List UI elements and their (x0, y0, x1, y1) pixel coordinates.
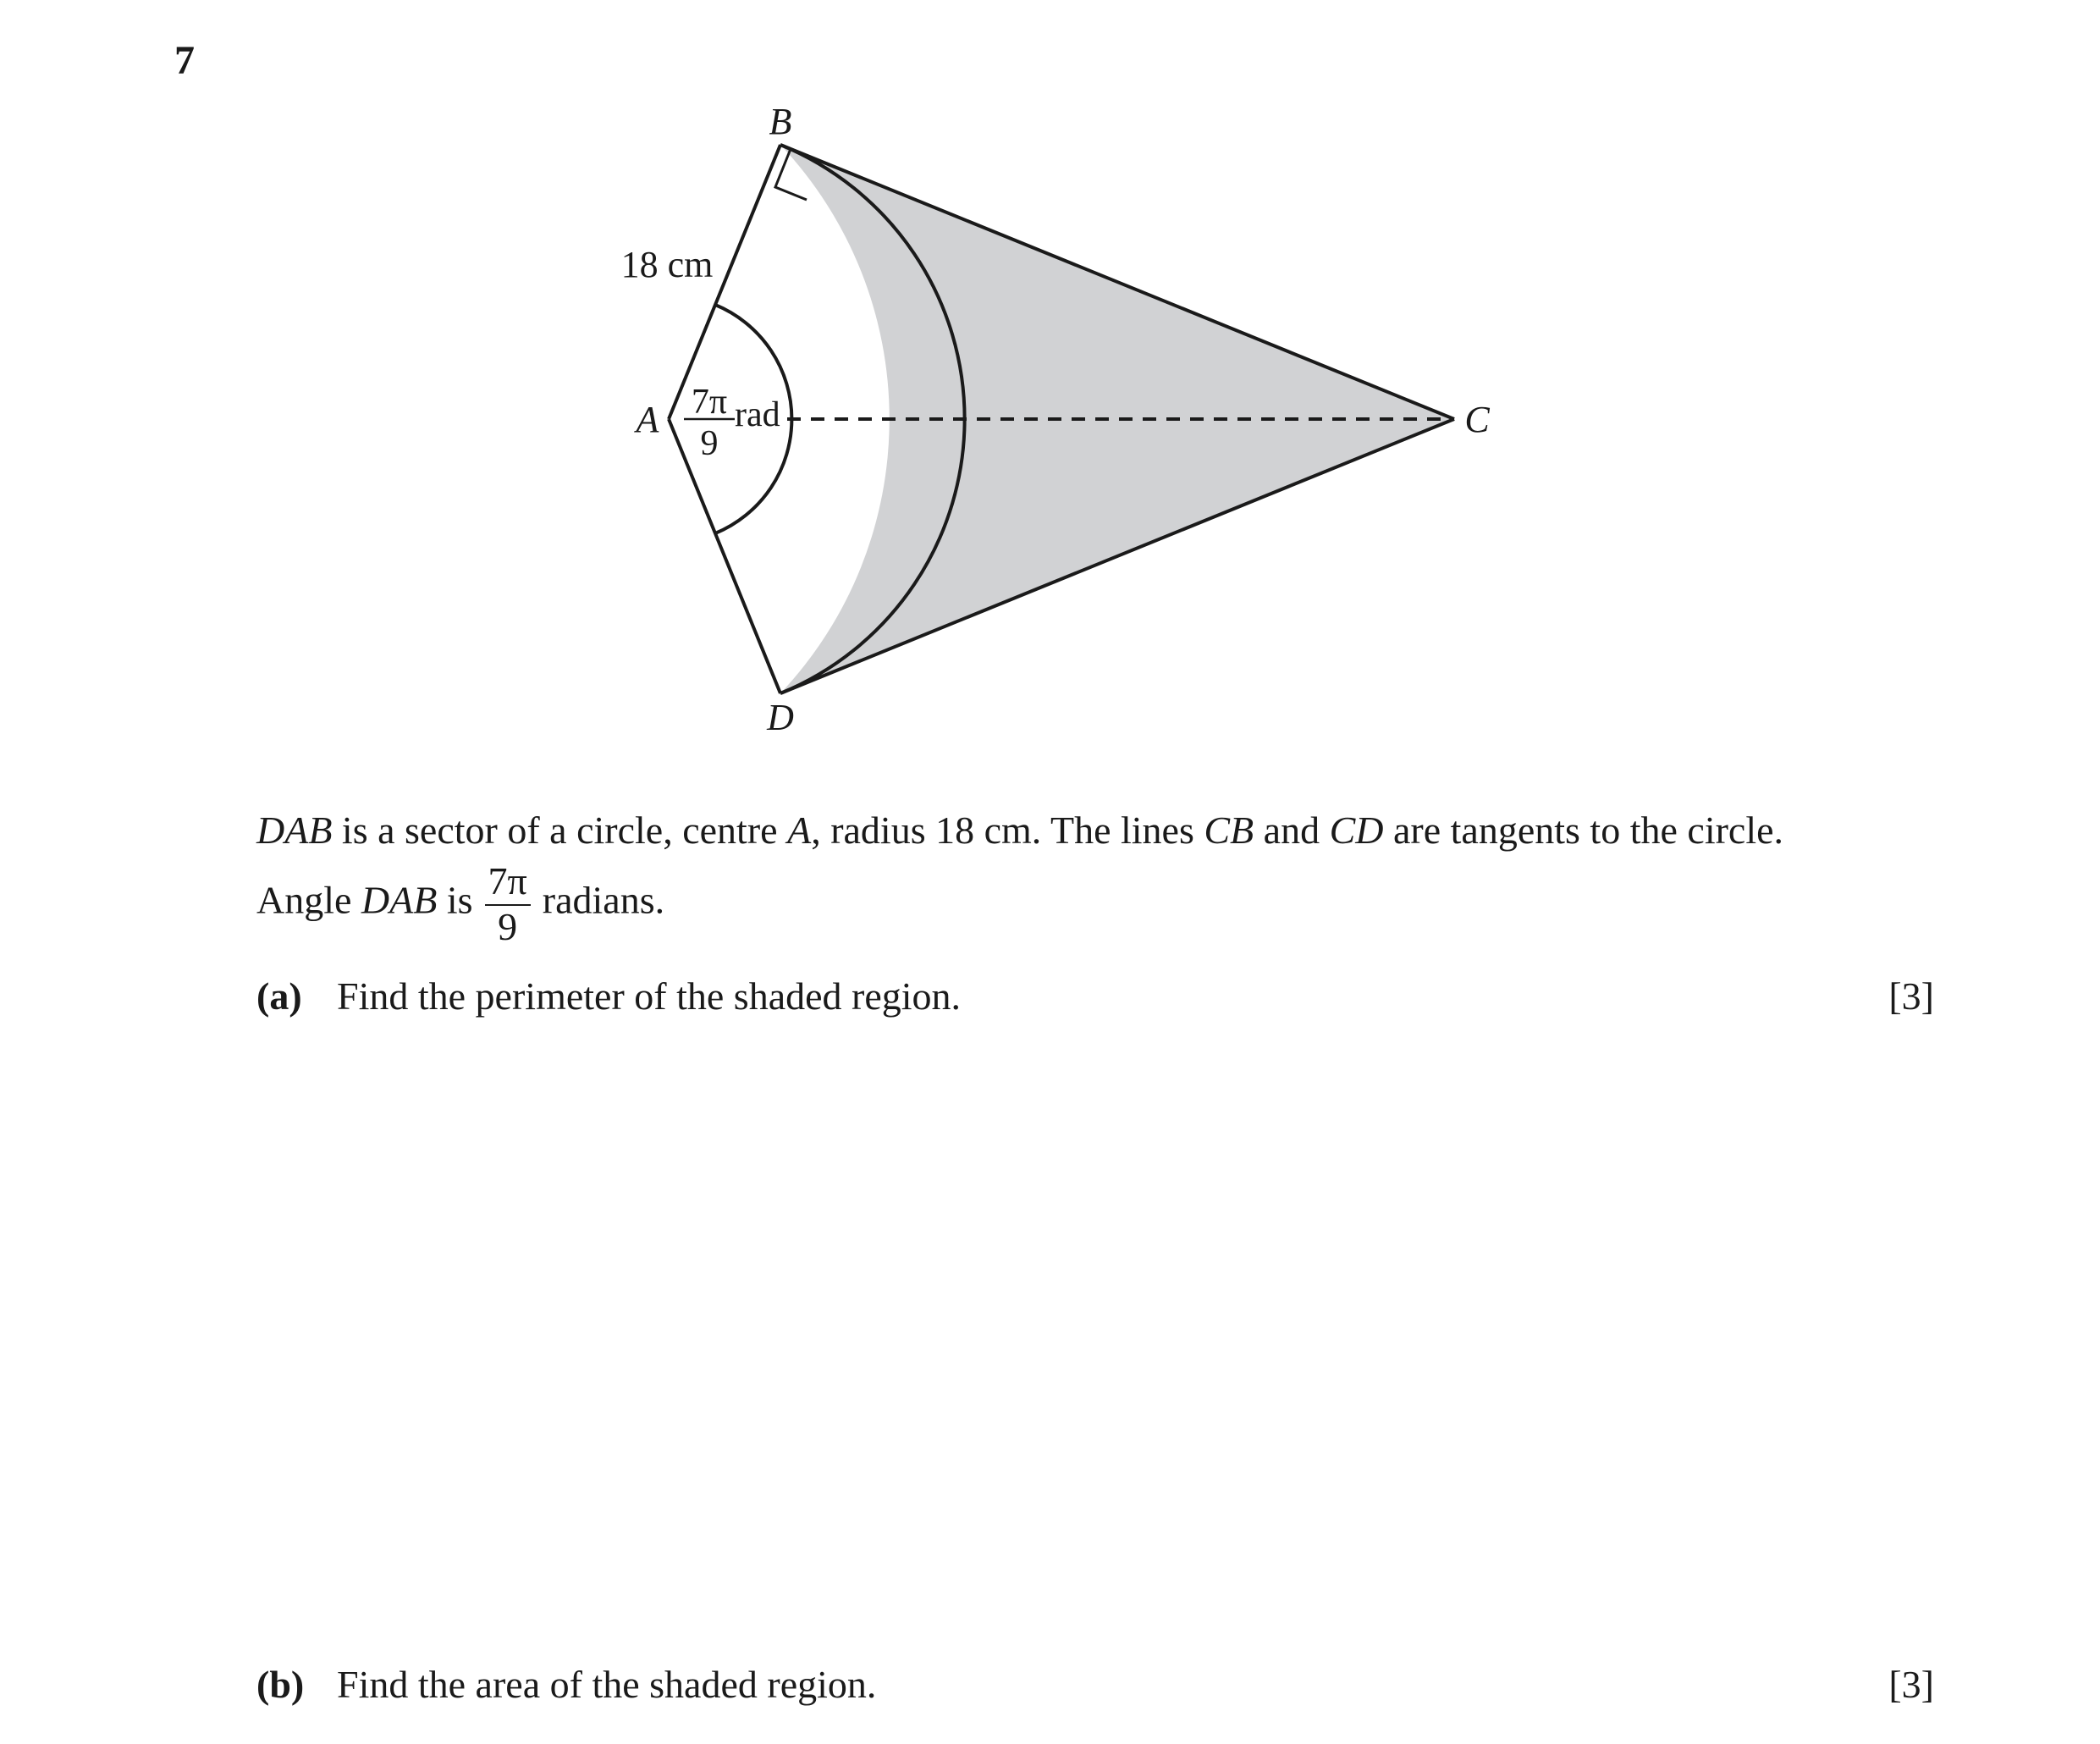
part-b (256, 1662, 876, 1707)
part-a-text: Find the perimeter of the shaded region. (337, 974, 962, 1018)
angle-label-denominator: 9 (700, 424, 719, 463)
statement-line-1: DAB is a sector of a circle, centre A, radius 18 cm. The lines CB and CD are tangents to the circle. (256, 809, 1784, 852)
part-b-marks: [3] (1888, 1663, 1934, 1706)
label-b: B (769, 101, 792, 142)
part-a-label: (a) (256, 974, 302, 1018)
part-a-marks: [3] (1888, 974, 1934, 1018)
angle-fraction: $\frac{7\pi}{9}$ (485, 862, 531, 947)
shaded-region (780, 145, 1454, 693)
label-c: C (1464, 399, 1490, 440)
radius-ad (669, 419, 780, 693)
part-b-label: (b) (256, 1663, 305, 1706)
statement-line-2: Angle DAB is $\frac{7\pi}{9}$ radians. (256, 859, 665, 948)
part-a (256, 974, 961, 1018)
angle-label-unit: rad (735, 395, 780, 434)
question-number: 7 (174, 38, 195, 83)
angle-label-numerator: 7π (691, 383, 728, 422)
label-d: D (767, 697, 794, 738)
label-a: A (636, 399, 659, 440)
radius-label: 18 cm (620, 244, 714, 285)
text-dab: DAB (256, 809, 333, 852)
part-b-text: Find the area of the shaded region. (337, 1663, 877, 1706)
